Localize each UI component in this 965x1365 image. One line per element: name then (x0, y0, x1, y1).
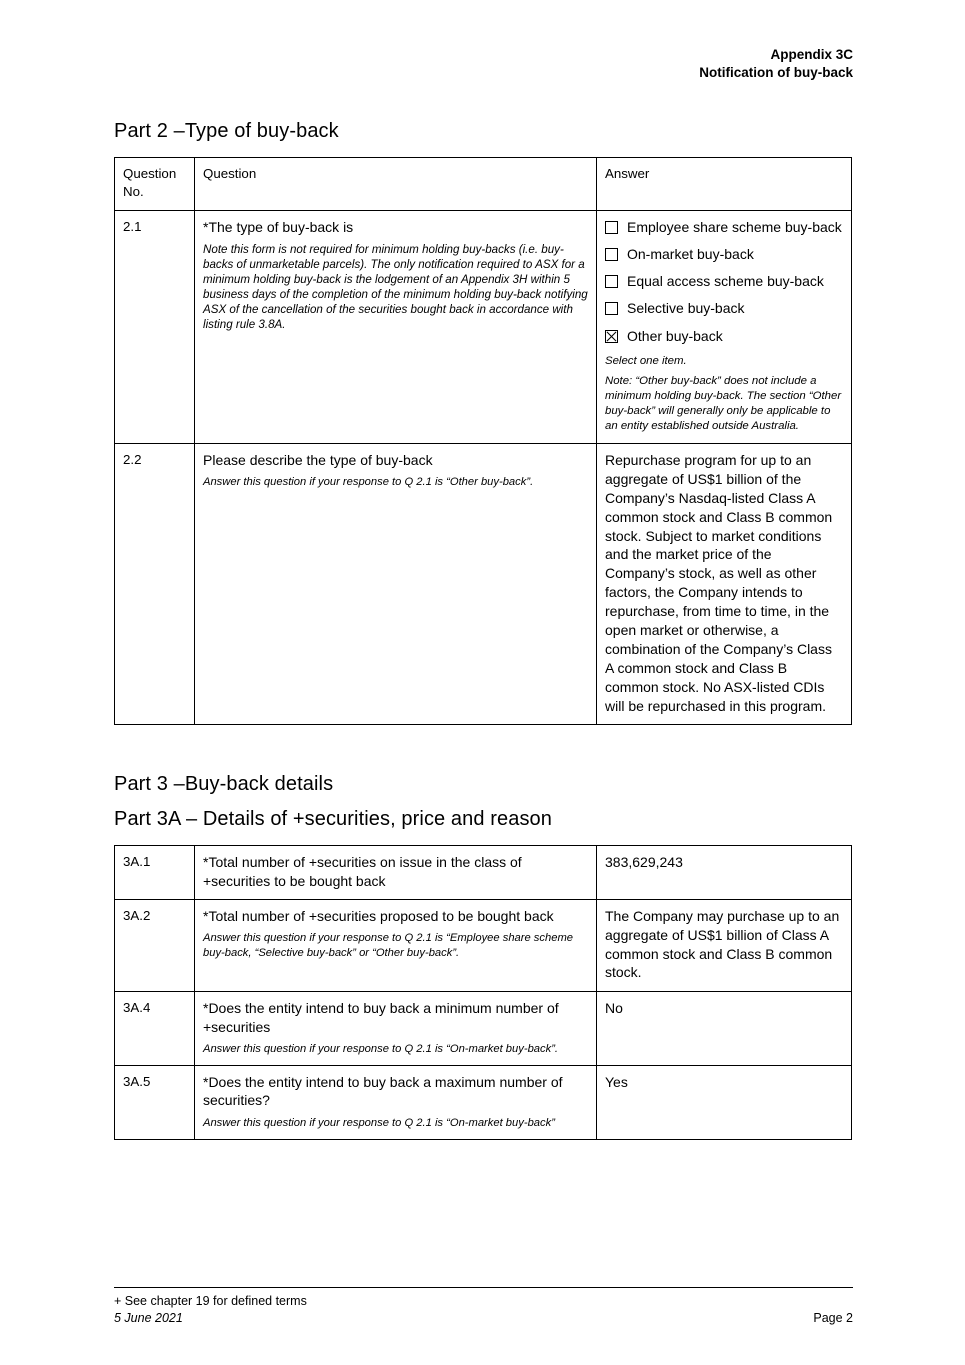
answer-cell (597, 992, 852, 1066)
answer-note: Note: “Other buy-back” does not include a minimum holding buy-back. The section “Other buy-back” will generally only be applicable to an entity established outside Australia. (605, 374, 842, 432)
footer-divider (114, 1287, 853, 1288)
table-row (115, 846, 852, 899)
part-2-title: Part 2 –Type of buy-back (114, 120, 339, 143)
question-cell (195, 899, 597, 992)
answer-text: Repurchase program for up to an aggregate of US$1 billion of the Company’s Nasdaq-listed Class A common stock and Class B common stock. Subject to market conditions and the market price of the Company’s stock, as well as other factors, the Company intends to repurchase, from time to time, in the open market or otherwise, a combination of the Company’s Class A common stock and Class B common stock. No ASX-listed CDIs will be repurchased in this program. (605, 451, 833, 714)
table-header-row (115, 158, 852, 210)
question-note: Answer this question if your response to Q 2.1 is “On-market buy-back”. (203, 1042, 559, 1055)
answer-text: No (605, 1000, 623, 1017)
checkbox-label: Equal access scheme buy-back (627, 273, 824, 290)
table-row (115, 1066, 852, 1140)
checkbox-icon[interactable] (605, 275, 618, 288)
question-number: 2.1 (115, 210, 195, 443)
question-note: Note this form is not required for minimum holding buy-backs (i.e. buy-backs of unmarketable parcels). The only notification required to ASX for a minimum holding buy-back is the lodgement of an Appendix 3H within 5 business days of the completion of the minimum holding buy-back notifying ASX of the cancellation of the securities bought back in accordance with listing rule 3.8A. (203, 242, 588, 332)
part-3a-title: Part 3A – Details of +securities, price and reason (114, 808, 553, 831)
column-header-question-no: Question No. (115, 158, 195, 210)
footer-date: 5 June 2021 (114, 1311, 183, 1326)
question-text: *Total number of +securities on issue in the class of +securities to be bought back (203, 854, 522, 889)
column-header-question: Question (195, 158, 597, 210)
question-note: Answer this question if your response to Q 2.1 is “On-market buy-back” (203, 1116, 555, 1129)
question-cell (195, 1066, 597, 1140)
question-number: 3A.4 (115, 992, 195, 1066)
answer-cell (597, 443, 852, 724)
checkbox-icon[interactable] (605, 221, 618, 234)
question-text: *Does the entity intend to buy back a maximum number of securities? (203, 1074, 563, 1109)
question-cell (195, 992, 597, 1066)
footer-defined-terms: + See chapter 19 for defined terms (114, 1294, 307, 1309)
page-footer (114, 1287, 853, 1327)
header-line-appendix: Appendix 3C (770, 47, 853, 62)
answer-cell (597, 899, 852, 992)
part-3-title: Part 3 –Buy-back details (114, 773, 334, 796)
checkbox-label: On-market buy-back (627, 245, 754, 262)
page-header (114, 46, 853, 82)
checkbox-icon[interactable] (605, 302, 618, 315)
answer-text: 383,629,243 (605, 854, 683, 871)
question-number: 3A.2 (115, 899, 195, 992)
footer-page-number: Page 2 (813, 1311, 853, 1326)
question-text: Please describe the type of buy-back (203, 451, 433, 468)
table-row (115, 443, 852, 724)
answer-text: Yes (605, 1074, 628, 1091)
checkbox-label: Other buy-back (627, 327, 723, 344)
answer-text: The Company may purchase up to an aggregate of US$1 billion of Class A common stock and Class B common stock. (605, 907, 840, 981)
checkbox-option-selective[interactable] (605, 299, 843, 317)
question-number: 3A.5 (115, 1066, 195, 1140)
checkbox-option-employee-share-scheme[interactable] (605, 218, 843, 236)
question-number: 3A.1 (115, 846, 195, 899)
checkbox-label: Employee share scheme buy-back (627, 218, 842, 235)
question-number: 2.2 (115, 443, 195, 724)
answer-cell (597, 1066, 852, 1140)
question-text: *Does the entity intend to buy back a minimum number of +securities (203, 1000, 559, 1035)
header-line-title: Notification of buy-back (699, 65, 853, 81)
checkbox-option-other[interactable] (605, 327, 843, 345)
checkbox-icon[interactable] (605, 248, 618, 261)
question-cell (195, 210, 597, 443)
checkbox-label: Selective buy-back (627, 300, 745, 317)
question-note: Answer this question if your response to Q 2.1 is “Other buy-back”. (203, 476, 534, 489)
answer-cell (597, 846, 852, 899)
question-text: *Total number of +securities proposed to be bought back (203, 907, 554, 924)
checkbox-option-equal-access[interactable] (605, 272, 843, 290)
table-row (115, 992, 852, 1066)
part-3a-table (114, 845, 852, 1140)
checkbox-option-on-market[interactable] (605, 245, 843, 263)
answer-instruction: Select one item. (605, 354, 687, 367)
table-row (115, 899, 852, 992)
question-text: *The type of buy-back is (203, 218, 354, 235)
question-cell (195, 443, 597, 724)
answer-cell (597, 210, 852, 443)
table-row (115, 210, 852, 443)
part-2-table (114, 157, 852, 725)
checkbox-checked-icon[interactable] (605, 330, 618, 343)
question-note: Answer this question if your response to Q 2.1 is “Employee share scheme buy-back, “Selective buy-back” or “Other buy-back”. (203, 931, 573, 959)
column-header-answer: Answer (597, 158, 852, 210)
question-cell (195, 846, 597, 899)
